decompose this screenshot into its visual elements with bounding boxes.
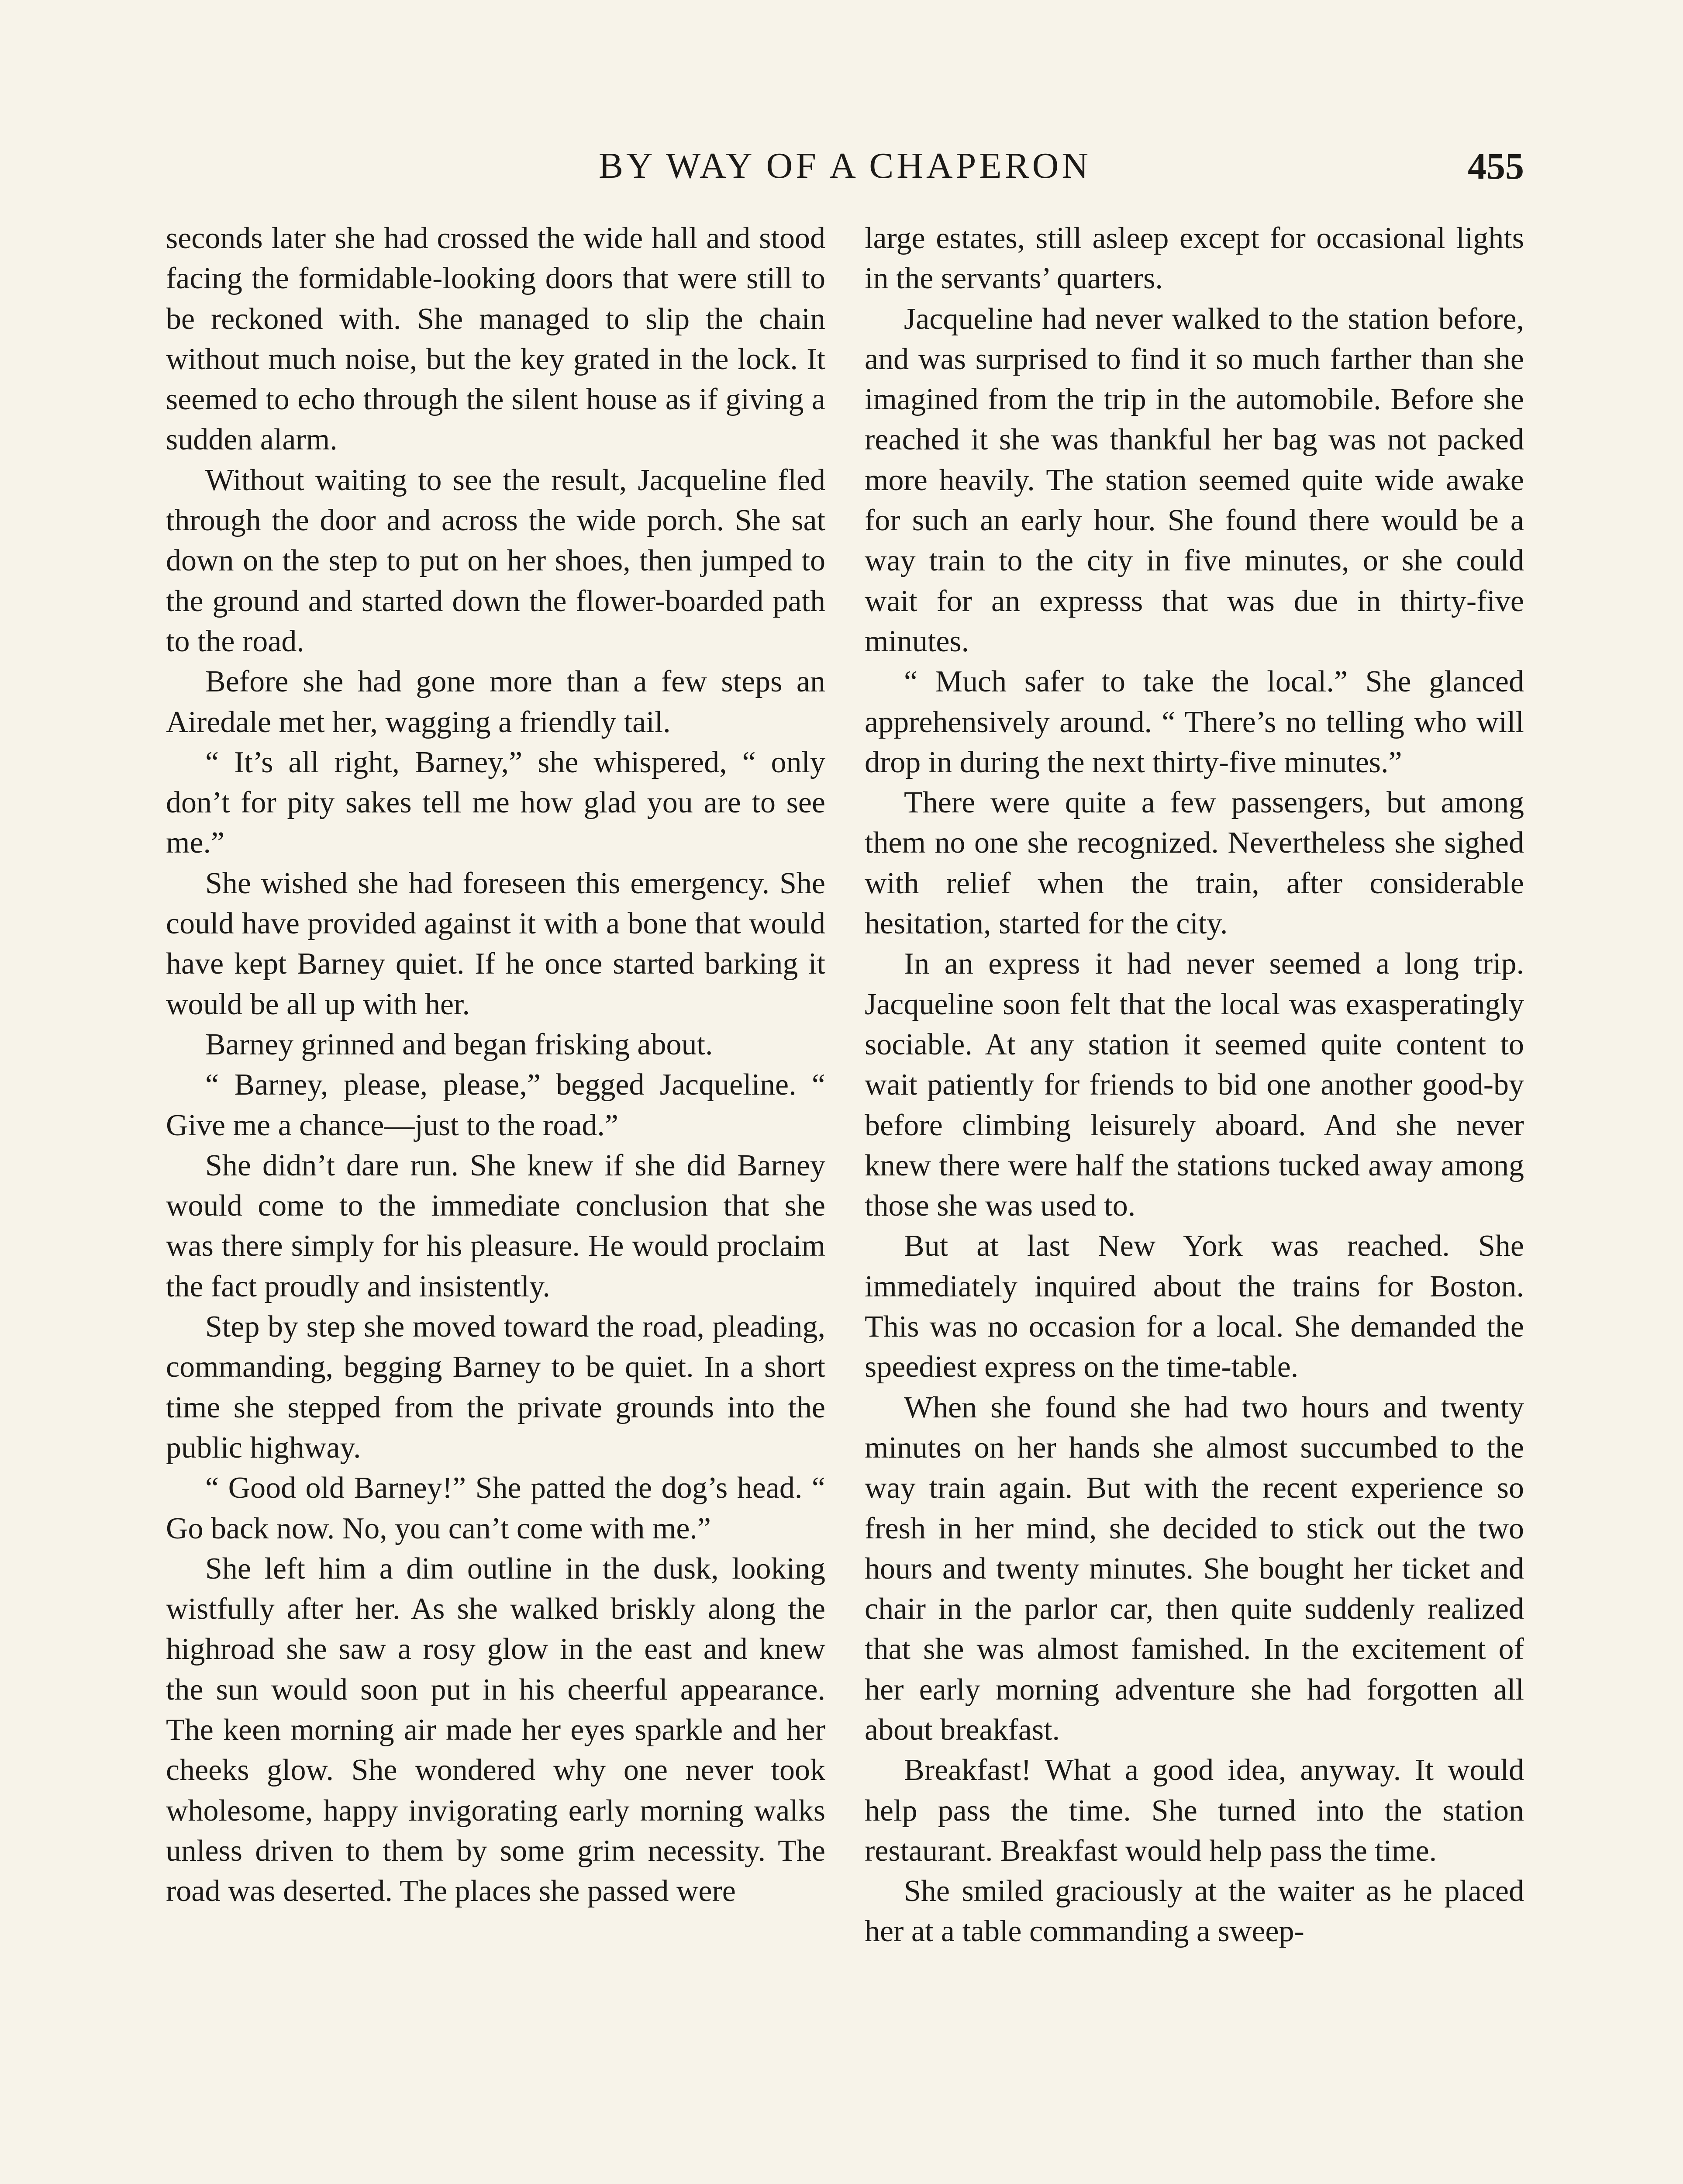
paragraph: “ Much safer to take the local.” She glanced apprehensively around. “ There’s no telling who will drop in during the next thirty-five minutes.”: [865, 665, 1524, 779]
paragraph: She didn’t dare run. She knew if she did Barney would come to the immediate conclusion that she was there simply for his pleasure. He would proclaim the fact proudly and insistently.: [166, 1148, 825, 1303]
paragraph: Breakfast! What a good idea, anyway. It would help pass the time. She turned into the station restaurant. Breakfast would help pass the time.: [865, 1753, 1524, 1868]
paragraph: When she found she had two hours and twenty minutes on her hands she almost succumbed to the way train again. But with the recent experience so fresh in her mind, she decided to stick out the two hours and twenty minutes. She bought her ticket and chair in the parlor car, then quite suddenly realized that she was almost famished. In the excitement of her early morning adventure she had forgotten all about breakfast.: [865, 1390, 1524, 1747]
left-column: [166, 218, 825, 1911]
paragraph: Step by step she moved toward the road, pleading, commanding, begging Barney to be quiet. In a short time she stepped from the private grounds into the public highway.: [166, 1310, 825, 1465]
paragraph: There were quite a few passengers, but among them no one she recognized. Nevertheless she sighed with relief when the train, after considerable hesitation, started for the city.: [865, 786, 1524, 941]
paragraph: “ Good old Barney!” She patted the dog’s head. “ Go back now. No, you can’t come with me.”: [166, 1471, 825, 1545]
paragraph: “ It’s all right, Barney,” she whispered, “ only don’t for pity sakes tell me how glad you are to see me.”: [166, 745, 825, 860]
paragraph: In an express it had never seemed a long trip. Jacqueline soon felt that the local was exasperatingly sociable. At any station it seemed quite content to wait patiently for friends to bid one another good-by before climbing leisurely aboard. And she never knew there were half the stations tucked away among those she was used to.: [865, 947, 1524, 1223]
paragraph: seconds later she had crossed the wide hall and stood facing the formidable-looking doors that were still to be reckoned with. She managed to slip the chain without much noise, but the key grated in the lock. It seemed to echo through the silent house as if giving a sudden alarm.: [166, 221, 825, 457]
right-column: [865, 218, 1524, 1952]
page-header: [166, 140, 1524, 201]
paragraph: Barney grinned and began frisking about.: [205, 1027, 713, 1061]
paragraph: “ Barney, please, please,” begged Jacqueline. “ Give me a chance—just to the road.”: [166, 1068, 825, 1142]
paragraph: She wished she had foreseen this emergency. She could have provided against it with a bone that would have kept Barney quiet. If he once started barking it would be all up with her.: [166, 866, 825, 1021]
paragraph: large estates, still asleep except for occasional lights in the servants’ quarters.: [865, 221, 1524, 296]
paragraph: Jacqueline had never walked to the station before, and was surprised to find it so much farther than she imagined from the trip in the automobile. Before she reached it she was thankful her bag was not packed more heavily. The station seemed quite wide awake for such an early hour. She found there would be a way train to the city in five minutes, or she could wait for an expresss that was due in thirty-five minutes.: [865, 302, 1524, 658]
running-title: BY WAY OF A CHAPERON: [598, 145, 1092, 186]
paragraph: Without waiting to see the result, Jacqueline fled through the door and across the wide porch. She sat down on the step to put on her shoes, then jumped to the ground and started down the flower-boarded path to the road.: [166, 463, 825, 658]
paragraph: But at last New York was reached. She immediately inquired about the trains for Boston. This was no occasion for a local. She demanded the speediest express on the time-table.: [865, 1229, 1524, 1384]
paragraph: She left him a dim outline in the dusk, looking wistfully after her. As she walked briskly along the highroad she saw a rosy glow in the east and knew the sun would soon put in his cheerful appearance. The keen morning air made her eyes sparkle and her cheeks glow. She wondered why one never took wholesome, happy invigorating early morning walks unless driven to them by some grim necessity. The road was deserted. The places she passed were: [166, 1552, 825, 1908]
page-number: 455: [1468, 145, 1524, 187]
paragraph: Before she had gone more than a few steps an Airedale met her, wagging a friendly tail.: [166, 665, 825, 739]
paragraph: She smiled graciously at the waiter as he placed her at a table commanding a sweep-: [865, 1874, 1524, 1949]
